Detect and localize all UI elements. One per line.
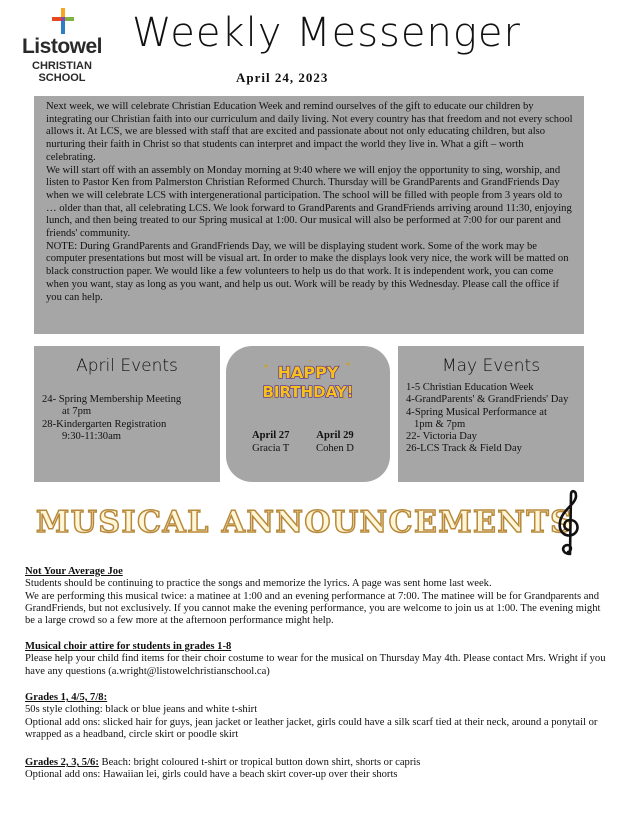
section-text: We are performing this musical twice: a matinee at 1:00 and an evening performance at 7:00. The matinee will be for Grandparents and GrandFriends, but not exclusively. If you cannot make the evening performance, you are welcome to join us at 1:00. The evening might be a large crowd so a few more at the afternoon performance might help. (25, 590, 601, 627)
section-title: Grades 1, 4/5, 7/8: (25, 692, 108, 703)
section-text: Please help your child find items for their choir costume to wear for the musical on Thursday May 4th. Please contact Mrs. Wright if you have any questions (a.wright@listowelchristianschool.ca) (25, 653, 606, 677)
april-events-heading: April Events (76, 356, 178, 376)
happy-birthday-badge (260, 358, 356, 404)
event-text: 4-GrandParents' & GrandFriends' Day (406, 394, 569, 406)
event-subtext: 9:30-11:30am (62, 430, 122, 442)
list-item (406, 407, 584, 432)
section-title: Grades 2, 3, 5/6: (25, 757, 99, 768)
event-subtext: 1pm & 7pm (414, 418, 466, 430)
birthday-entry (252, 430, 289, 455)
badge-line-1: HAPPY (277, 363, 339, 382)
section-text: Optional add ons: Hawaiian lei, girls could have a beach skirt cover-up over their shorts (25, 769, 398, 781)
may-events-heading: May Events (441, 356, 541, 376)
may-events-list (406, 382, 584, 456)
section-text: Students should be continuing to practice the songs and memorize the lyrics. A page was sent home last week. (25, 578, 492, 590)
section-grades-2-3-5-6 (25, 757, 610, 782)
event-text: 1-5 Christian Education Week (406, 382, 534, 393)
school-subtitle: CHRISTIAN SCHOOL (32, 60, 92, 84)
school-name: Listowel (21, 35, 102, 58)
list-item (406, 443, 584, 455)
april-events-box (34, 346, 220, 482)
may-events-box (398, 346, 584, 482)
birthday-name: Cohen D (316, 442, 354, 454)
musical-announcements-heading: MUSICAL ANNOUNCEMENTS (36, 505, 574, 540)
section-text: Optional add ons: slicked hair for guys, jean jacket or leather jacket, girls could have a silk scarf tied at their neck, around a ponytail or wrapped as a headband, circle skirt or poodle skirt (25, 716, 598, 740)
list-item (42, 394, 220, 419)
birthday-date: April 29 (316, 430, 354, 441)
intro-panel (34, 96, 584, 334)
event-text: 26-LCS Track & Field Day (406, 443, 522, 455)
cross-logo-icon (50, 8, 76, 34)
section-choir-attire (25, 641, 610, 678)
section-not-your-average-joe (25, 566, 610, 627)
list-item (406, 394, 584, 406)
section-text: 50s style clothing: black or blue jeans and white t-shirt (25, 704, 258, 716)
section-grades-1-4-5-7-8 (25, 692, 610, 741)
newsletter-title: Weekly Messenger (132, 10, 521, 56)
event-text: 24- Spring Membership Meeting (42, 394, 182, 405)
list-item (406, 431, 584, 443)
newsletter-date: April 24, 2023 (236, 70, 329, 85)
intro-paragraph: We will start off with an assembly on Monday morning at 9:40 where we will enjoy the opportunity to sing, worship, and listen to Pastor Ken from Palmerston Christian Reformed Church. Thursday will be GrandParents and GrandFriends Day when we will celebrate LCS with intergenerational participation. The school will be filled with people from 3 years old to … older than that, all celebrating LCS. We look forward to GrandParents and GrandFriends arriving around 11:30, enjoying lunch, and then being treated to our Spring musical at 1:00. Our musical will also be performed at 7:00 for our parent and friends' community. (46, 164, 572, 240)
birthday-entry (316, 430, 354, 455)
event-text: 28-Kindergarten Registration (42, 418, 167, 430)
list-item (406, 382, 584, 394)
event-text: 4-Spring Musical Performance at (406, 406, 547, 418)
list-item (42, 419, 220, 444)
birthday-box (226, 346, 390, 482)
event-subtext: at 7pm (62, 406, 92, 418)
event-text: 22- Victoria Day (406, 431, 477, 443)
section-title-suffix: Beach: bright coloured t-shirt or tropical button down shirt, shorts or capris (98, 757, 421, 768)
treble-clef-icon (552, 488, 588, 560)
birthday-date: April 27 (252, 430, 290, 441)
birthday-name: Gracia T (252, 442, 290, 454)
section-title: Musical choir attire for students in grades 1-8 (25, 641, 232, 652)
badge-line-2: BIRTHDAY! (262, 383, 354, 401)
intro-paragraph: NOTE: During GrandParents and GrandFriends Day, we will be displaying student work. Some of the work may be computer presentations but most will be visual art. In order to make the displays look very nice, the work will be matted on black construction paper. We would like a few volunteers to help us do that work. It is independent work, you can come when you want, stay as long as you want, and help us out. Work will be ready by this Wednesday. Please call the office if you can help. (46, 240, 569, 303)
intro-paragraph: Next week, we will celebrate Christian Education Week and remind ourselves of the gift to educate our children by integrating our Christian faith into our curriculum and daily living. Not every country has that freedom and not every school allows it. At LCS, we are blessed with staff that are excited and passionate about not only educating children, but also nurturing their faith in Christ so that students can interpret and impact the world they live in. What a gift – worth celebrating. (46, 101, 573, 163)
april-events-list (42, 394, 220, 443)
section-title: Not Your Average Joe (25, 566, 123, 577)
school-logo (12, 8, 112, 84)
